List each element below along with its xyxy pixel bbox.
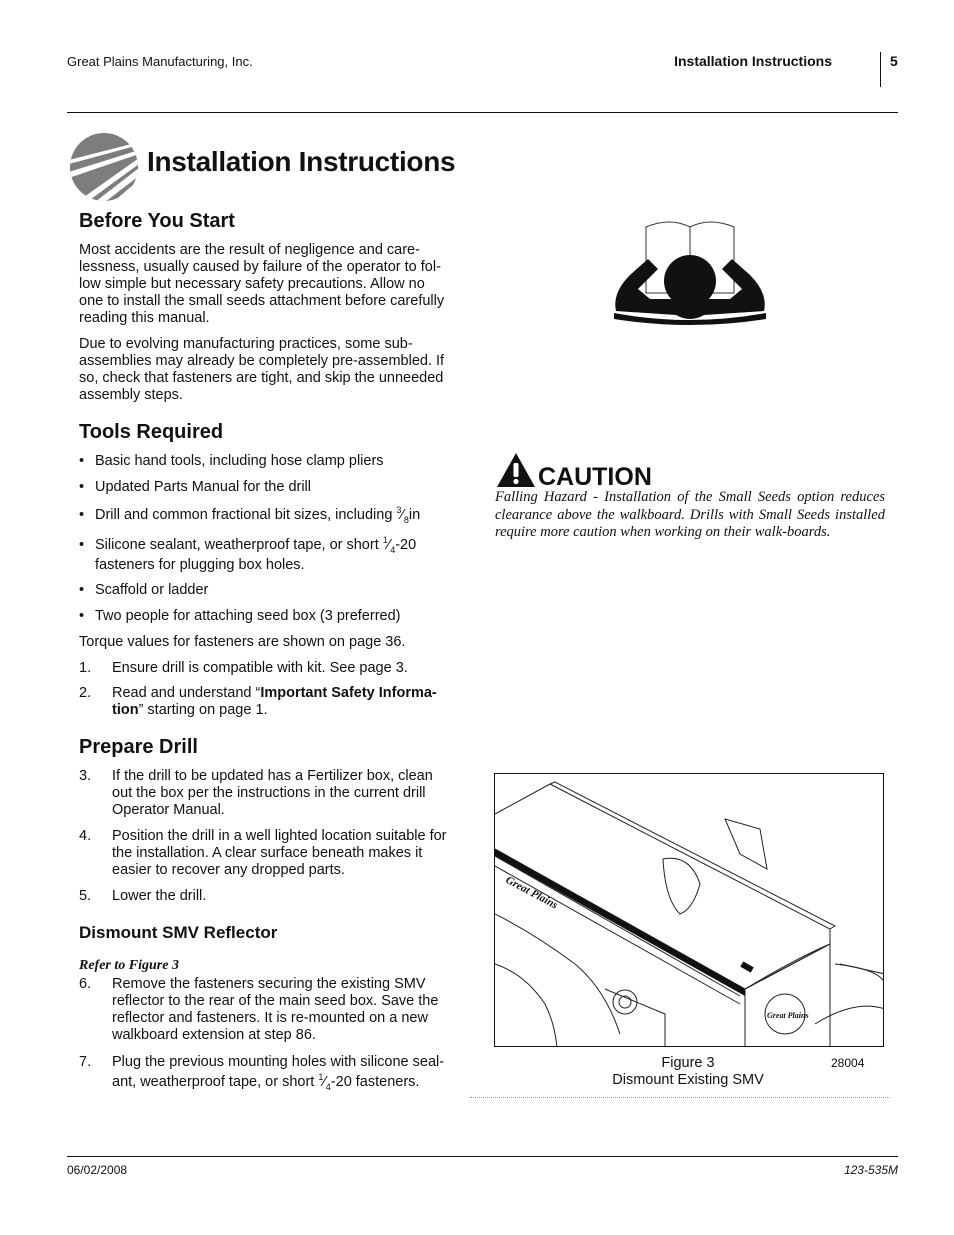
tool-bullet-3: • Drill and common fractional bit sizes, including $^3⁄_8in$	[79, 507, 471, 524]
read-manual-icon	[610, 215, 770, 327]
warning-triangle-icon	[496, 452, 536, 488]
step-number: 4.	[79, 828, 92, 844]
heading-tools-required: Tools Required	[79, 421, 224, 443]
text-fragment: Drill and common fractional bit sizes, including	[95, 507, 397, 523]
heading-dismount-smv: Dismount SMV Reflector	[79, 923, 278, 942]
text-line: low simple but necessary safety precautions. Allow no	[79, 276, 425, 292]
text-fragment-bold: Important Safety Informa-	[260, 685, 437, 701]
figure-caption-text: Dismount Existing SMV	[612, 1072, 764, 1088]
step-number: 7.	[79, 1054, 92, 1070]
text-fragment: -20	[395, 537, 417, 553]
torque-note: Torque values for fasteners are shown on page 36.	[79, 634, 406, 650]
tool-bullet-2: • Updated Parts Manual for the drill	[79, 479, 471, 496]
header-rule	[67, 112, 898, 113]
header-section: Installation Instructions	[674, 53, 832, 69]
step-number: 5.	[79, 888, 92, 904]
fraction-numerator: 3	[396, 505, 402, 516]
figure-3-image	[494, 773, 884, 1047]
text-line: walkboard extension at step 86.	[112, 1027, 316, 1043]
text-line: Operator Manual.	[112, 802, 225, 818]
tool-bullet-5: • Scaffold or ladder	[79, 582, 471, 599]
step-3	[79, 768, 471, 819]
figure-caption	[560, 1055, 816, 1089]
text-fragment: Silicone sealant, weatherproof tape, or short	[95, 537, 383, 553]
step-number: 3.	[79, 768, 92, 784]
text-line: out the box per the instructions in the current drill	[112, 785, 426, 801]
text-fragment: ant, weatherproof tape, or short	[112, 1074, 319, 1090]
heading-before-you-start: Before You Start	[79, 210, 235, 232]
caution-title: CAUTION	[538, 463, 652, 491]
text-line: reflector and fasteners. It is re-mounted on a new	[112, 1010, 428, 1026]
step-7: 7. Plug the previous mounting holes with silicone seal- ant, weatherproof tape, or short $^1⁄_4-20$ fasteners.	[79, 1054, 471, 1091]
text-line: assembly steps.	[79, 387, 183, 403]
text-fragment: Read and understand “	[112, 685, 261, 701]
text-line: one to install the small seeds attachment before carefully	[79, 293, 445, 309]
footer-doc-number: 123-535M	[843, 1163, 898, 1177]
step-4	[79, 828, 471, 879]
figure-number: 28004	[831, 1056, 865, 1070]
step-5	[79, 888, 471, 905]
text-line: lessness, usually caused by failure of the operator to fol-	[79, 259, 441, 275]
figure-brand-text: Great Plains	[503, 874, 560, 912]
text-line: so, check that fasteners are tight, and skip the unneeded	[79, 370, 444, 386]
step-6	[79, 976, 471, 1044]
tool-bullet-6: • Two people for attaching seed box (3 preferred)	[79, 608, 471, 625]
text-line: reading this manual.	[79, 310, 210, 326]
before-para-2	[79, 336, 471, 404]
text-fragment: ” starting on page 1.	[138, 702, 268, 718]
heading-prepare-drill: Prepare Drill	[79, 736, 198, 758]
caution-text: Falling Hazard - Installation of the Small Seeds option reduces clearance above the walkboard. Drills with Small Seeds installed require more caution when working on their walk-boards.	[495, 489, 885, 540]
figure-reference: Refer to Figure 3	[79, 958, 179, 973]
tool-bullet-4: • Silicone sealant, weatherproof tape, or short $^1⁄_4-20$ fasteners for plugging box holes.	[79, 537, 471, 574]
figure-label: Figure 3	[661, 1055, 715, 1071]
figure-brand-badge: Great Plains	[767, 1011, 809, 1020]
great-plains-logo-icon	[69, 132, 139, 202]
footer-rule	[67, 1156, 898, 1157]
text-line: Most accidents are the result of negligence and care-	[79, 242, 420, 258]
fraction-denominator: 4	[325, 1081, 331, 1092]
text-line: Due to evolving manufacturing practices, some sub-	[79, 336, 413, 352]
text-line: reflector to the rear of the main seed box. Save the	[112, 993, 439, 1009]
drill-seed-box-drawing	[495, 774, 884, 1047]
text-line: assemblies may already be completely pre-assembled. If	[79, 353, 445, 369]
fraction-denominator: 8	[403, 514, 409, 525]
fraction-denominator: 4	[390, 544, 396, 555]
text-line: If the drill to be updated has a Fertilizer box, clean	[112, 768, 433, 784]
text-fragment-bold: tion	[112, 702, 139, 718]
step-number: 1.	[79, 660, 92, 676]
tool-bullet-1: • Basic hand tools, including hose clamp pliers	[79, 453, 471, 470]
bleed-dots	[470, 1097, 890, 1099]
before-para-1	[79, 242, 471, 327]
footer-date: 06/02/2008	[67, 1163, 128, 1177]
text-line: fasteners for plugging box holes.	[95, 557, 305, 573]
text-fragment: -20 fasteners.	[330, 1074, 420, 1090]
text-line: Position the drill in a well lighted location suitable for	[112, 828, 447, 844]
step-1	[79, 660, 471, 677]
step-number: 6.	[79, 976, 92, 992]
text-fragment: in	[408, 507, 421, 523]
fraction-numerator: 1	[382, 535, 388, 546]
header-page-number: 5	[890, 53, 898, 69]
step-2	[79, 685, 471, 719]
step-text: Ensure drill is compatible with kit. See page 3.	[112, 660, 408, 676]
header-divider	[880, 52, 881, 87]
header-company: Great Plains Manufacturing, Inc.	[67, 54, 253, 69]
fraction-numerator: 1	[318, 1072, 324, 1083]
text-line: Plug the previous mounting holes with silicone seal-	[112, 1054, 445, 1070]
page-title: Installation Instructions	[147, 146, 456, 177]
step-number: 2.	[79, 685, 92, 701]
text-line: Remove the fasteners securing the existing SMV	[112, 976, 426, 992]
text-line: the installation. A clear surface beneath makes it	[112, 845, 423, 861]
step-text: Lower the drill.	[112, 888, 207, 904]
text-line: easier to recover any dropped parts.	[112, 862, 345, 878]
